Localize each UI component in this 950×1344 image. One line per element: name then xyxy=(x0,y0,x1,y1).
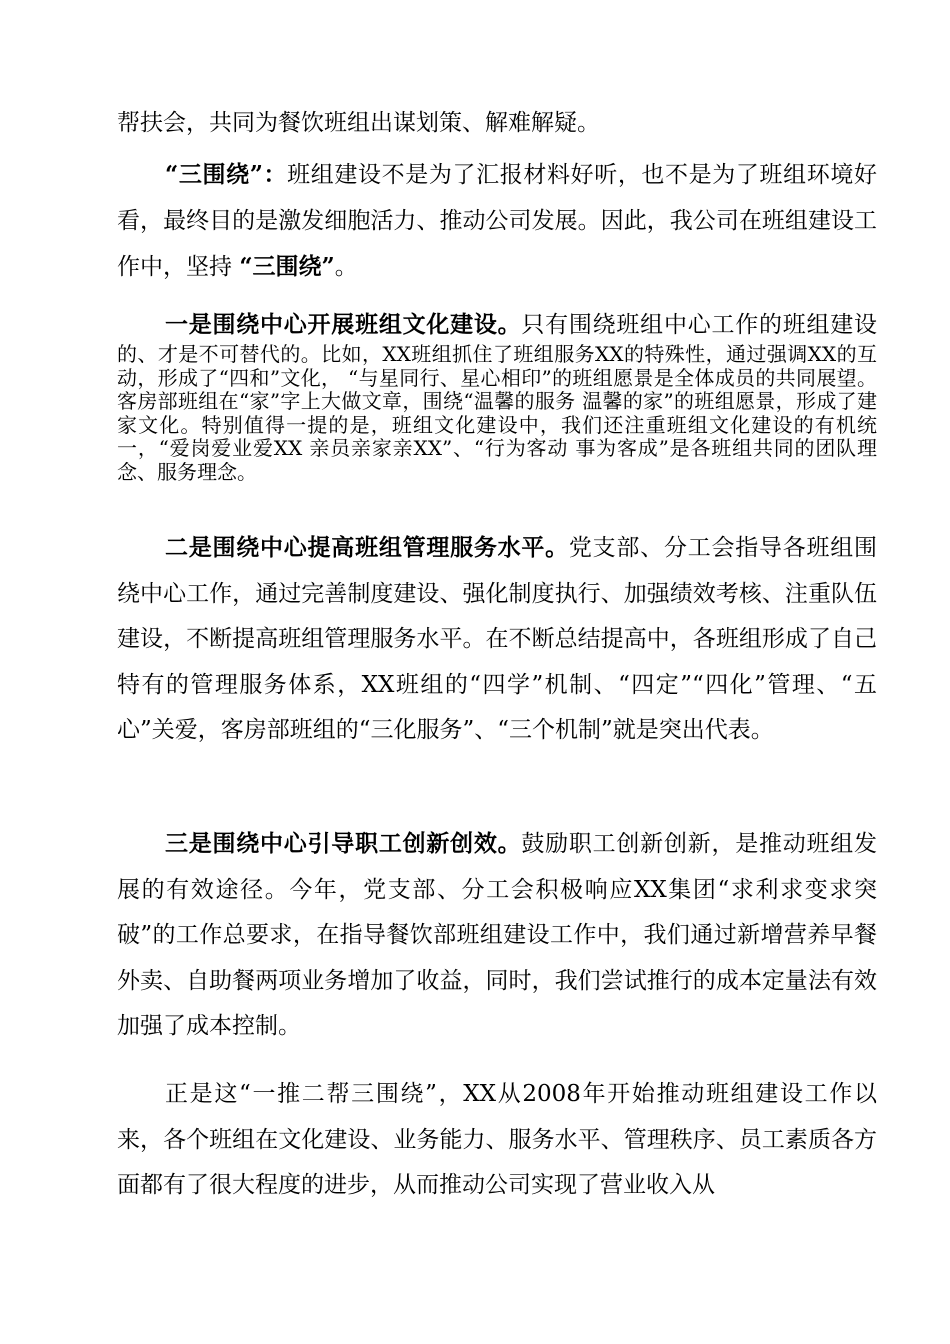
paragraph-2-continuation xyxy=(117,343,877,523)
paragraph-5 xyxy=(117,1072,877,1209)
paragraph-san-weirao xyxy=(117,152,877,291)
paragraph-0 xyxy=(117,101,877,147)
paragraph-4-body: 鼓励职工创新创新，是推动班组发展的有效途径。今年，党支部、分工会积极响应XX集团“求利求变求突破”的工作总要求，在指导餐饮部班组建设工作中，我们通过新增营养早餐外卖、自助餐两项业务增加了收益，同时，我们尝试推行的成本定量法有效加强了成本控制。 xyxy=(117,831,878,1039)
paragraph-1-body: 班组建设不是为了汇报材料好听，也不是为了班组环境好看，最终目的是激发细胞活力、推动公司发展。因此，我公司在班组建设工作中，坚持 xyxy=(117,162,877,280)
paragraph-4-lead: 三是围绕中心引导职工创新创效。 xyxy=(165,830,522,857)
paragraph-4 xyxy=(117,821,877,1050)
paragraph-5-text: 正是这“一推二帮三围绕”，XX从2008年开始推动班组建设工作以来，各个班组在文化建设、业务能力、服务水平、管理秩序、员工素质各方面都有了很大程度的进步，从而推动公司实现了营业收入从 xyxy=(117,1081,877,1198)
paragraph-0-text: 帮扶会，共同为餐饮班组出谋划策、解难解疑。 xyxy=(117,110,600,136)
paragraph-1-lead: “三围绕”： xyxy=(165,161,288,188)
paragraph-2-first-line xyxy=(117,302,877,348)
paragraph-1-quote: “三围绕” xyxy=(239,253,335,280)
paragraph-3 xyxy=(117,525,877,754)
paragraph-1-end: 。 xyxy=(334,254,358,280)
paragraph-2-lead: 一是围绕中心开展班组文化建设。 xyxy=(165,311,522,338)
paragraph-3-body: 党支部、分工会指导各班组围绕中心工作，通过完善制度建设、强化制度执行、加强绩效考核、注重队伍建设，不断提高班组管理服务水平。在不断总结提高中，各班组形成了自己特有的管理服务体系，XX班组的“四学”机制、“四定”“四化”管理、“五心”关爱，客房部班组的“三化服务”、“三个机制”就是突出代表。 xyxy=(117,535,878,743)
paragraph-3-lead: 二是围绕中心提高班组管理服务水平。 xyxy=(165,534,569,561)
paragraph-2-body-start: 只有围绕班组中心工作的班组建设 xyxy=(521,312,877,338)
paragraph-2-body: 的、才是不可替代的。比如，XX班组抓住了班组服务XX的特殊性，通过强调XX的互动，形成了“四和”文化， “与星同行、星心相印”的班组愿景是全体成员的共同展望。客房部班组在“家”字上大做文章，围绕“温馨的服务 温馨的家”的班组愿景，形成了建家文化。特别值得一提的是，班组文化建设中，我们还注重班组文化建设的有机统一，“爱岗爱业爱XX 亲员亲家亲XX”、“行为客动 事为客成”是各班组共同的团队理念、服务理念。 xyxy=(117,343,877,484)
paragraph-2-dense-text xyxy=(117,343,877,484)
